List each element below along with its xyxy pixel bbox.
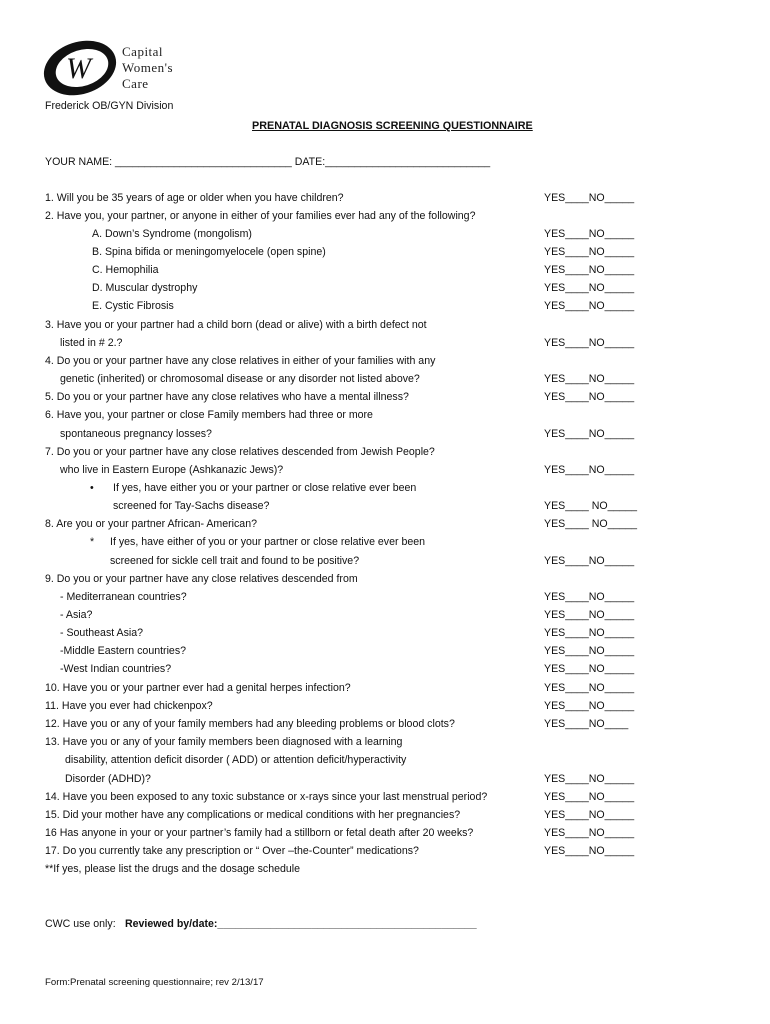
question-13-cont-2: Disorder (ADHD)? <box>65 773 151 785</box>
question-2: 2. Have you, your partner, or anyone in either of your families ever had any of the following? <box>45 210 476 222</box>
answer-9-middle-eastern[interactable]: YES____NO_____ <box>544 645 635 657</box>
question-4-cont: genetic (inherited) or chromosomal disease or any disorder not listed above? <box>60 373 420 385</box>
answer-2b[interactable]: YES____NO_____ <box>544 246 635 258</box>
question-15: 15. Did your mother have any complications or medical conditions with her pregnancies? <box>45 809 461 821</box>
logo-monogram: W <box>66 52 91 85</box>
page-title: PRENATAL DIAGNOSIS SCREENING QUESTIONNAIRE <box>252 120 533 132</box>
answer-2a[interactable]: YES____NO_____ <box>544 228 635 240</box>
question-9-mediterranean: - Mediterranean countries? <box>60 591 187 603</box>
answer-9-west-indian[interactable]: YES____NO_____ <box>544 663 635 675</box>
answer-7[interactable]: YES____NO_____ <box>544 464 635 476</box>
answer-1[interactable]: YES____NO_____ <box>544 192 635 204</box>
question-9: 9. Do you or your partner have any close relatives descended from <box>45 573 358 585</box>
question-2a: A. Down’s Syndrome (mongolism) <box>92 228 252 240</box>
question-16: 16 Has anyone in your or your partner’s family had a stillborn or fetal death after 20 weeks? <box>45 827 474 839</box>
answer-12[interactable]: YES____NO____ <box>544 718 629 730</box>
question-4: 4. Do you or your partner have any close relatives in either of your families with any <box>45 355 436 367</box>
bullet-dot: • <box>90 482 94 494</box>
question-9-southeast-asia: - Southeast Asia? <box>60 627 144 639</box>
question-11: 11. Have you ever had chickenpox? <box>45 700 213 712</box>
answer-8-followup[interactable]: YES____NO_____ <box>544 555 635 567</box>
answer-11[interactable]: YES____NO_____ <box>544 700 635 712</box>
capital-womens-care-logo <box>40 38 120 98</box>
question-2e: E. Cystic Fibrosis <box>92 300 174 312</box>
form-footer: Form:Prenatal screening questionnaire; rev 2/13/17 <box>45 977 264 988</box>
question-9-west-indian: -West Indian countries? <box>60 663 172 675</box>
answer-10[interactable]: YES____NO_____ <box>544 682 635 694</box>
answer-16[interactable]: YES____NO_____ <box>544 827 635 839</box>
answer-6[interactable]: YES____NO_____ <box>544 428 635 440</box>
bullet-star: * <box>90 536 95 548</box>
question-17: 17. Do you currently take any prescription or “ Over –the-Counter” medications? <box>45 845 419 857</box>
question-6: 6. Have you, your partner or close Family members had three or more <box>45 409 373 421</box>
question-8: 8. Are you or your partner African- American? <box>45 518 257 530</box>
logo-line-3: Care <box>122 76 149 91</box>
answer-3[interactable]: YES____NO_____ <box>544 337 635 349</box>
question-2b: B. Spina bifida or meningomyelocele (open spine) <box>92 246 326 258</box>
question-9-asia: - Asia? <box>60 609 93 621</box>
answer-15[interactable]: YES____NO_____ <box>544 809 635 821</box>
answer-2c[interactable]: YES____NO_____ <box>544 264 635 276</box>
question-8-followup: If yes, have either of you or your partner or close relative ever been <box>110 536 426 548</box>
division-label: Frederick OB/GYN Division <box>45 100 174 112</box>
name-date-line: YOUR NAME: ______________________________ DATE:____________________________ <box>45 156 491 168</box>
question-7-followup-cont: screened for Tay-Sachs disease? <box>113 500 270 512</box>
question-12: 12. Have you or any of your family members had any bleeding problems or blood clots? <box>45 718 455 730</box>
question-6-cont: spontaneous pregnancy losses? <box>60 428 212 440</box>
question-7: 7. Do you or your partner have any close relatives descended from Jewish People? <box>45 446 435 458</box>
question-14: 14. Have you been exposed to any toxic substance or x-rays since your last menstrual period? <box>45 791 488 803</box>
answer-13[interactable]: YES____NO_____ <box>544 773 635 785</box>
answer-2e[interactable]: YES____NO_____ <box>544 300 635 312</box>
logo-line-2: Women's <box>122 60 174 75</box>
question-10: 10. Have you or your partner ever had a genital herpes infection? <box>45 682 351 694</box>
answer-17[interactable]: YES____NO_____ <box>544 845 635 857</box>
answer-4[interactable]: YES____NO_____ <box>544 373 635 385</box>
reviewed-by-field[interactable]: Reviewed by/date:____________________________________________ <box>125 918 477 930</box>
question-13: 13. Have you or any of your family members been diagnosed with a learning <box>45 736 403 748</box>
answer-5[interactable]: YES____NO_____ <box>544 391 635 403</box>
answer-7-followup[interactable]: YES____ NO_____ <box>544 500 638 512</box>
question-7-cont: who live in Eastern Europe (Ashkanazic Jews)? <box>60 464 284 476</box>
question-7-followup: If yes, have either you or your partner or close relative ever been <box>113 482 417 494</box>
answer-9-mediterranean[interactable]: YES____NO_____ <box>544 591 635 603</box>
question-5: 5. Do you or your partner have any close relatives who have a mental illness? <box>45 391 409 403</box>
answer-8[interactable]: YES____ NO_____ <box>544 518 638 530</box>
question-2d: D. Muscular dystrophy <box>92 282 198 294</box>
question-9-middle-eastern: -Middle Eastern countries? <box>60 645 187 657</box>
medication-note: **If yes, please list the drugs and the dosage schedule <box>45 863 301 875</box>
question-13-cont: disability, attention deficit disorder ( ADD) or attention deficit/hyperactivity <box>65 754 407 766</box>
question-3: 3. Have you or your partner had a child born (dead or alive) with a birth defect not <box>45 319 427 331</box>
answer-9-asia[interactable]: YES____NO_____ <box>544 609 635 621</box>
question-3-cont: listed in # 2.? <box>60 337 123 349</box>
logo-line-1: Capital <box>122 44 164 59</box>
answer-14[interactable]: YES____NO_____ <box>544 791 635 803</box>
answer-9-southeast-asia[interactable]: YES____NO_____ <box>544 627 635 639</box>
question-2c: C. Hemophilia <box>92 264 159 276</box>
answer-2d[interactable]: YES____NO_____ <box>544 282 635 294</box>
question-8-followup-cont: screened for sickle cell trait and found to be positive? <box>110 555 360 567</box>
cwc-use-label: CWC use only: <box>45 918 116 930</box>
question-1: 1. Will you be 35 years of age or older when you have children? <box>45 192 344 204</box>
